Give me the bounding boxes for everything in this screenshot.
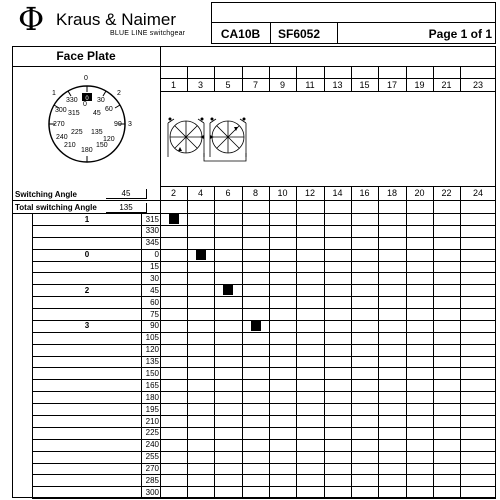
svg-text:0: 0 <box>85 96 89 102</box>
dial-angle: 30 <box>97 97 105 104</box>
terminal-top-label: 13 <box>332 80 343 90</box>
terminal-bottom-label: 22 <box>441 188 452 198</box>
logo-phi-icon: Φ <box>18 0 45 38</box>
brand-logo <box>12 2 212 42</box>
terminal-top-label: 5 <box>225 80 231 90</box>
terminal-top-label: 9 <box>279 80 285 90</box>
dial-number-1: 1 <box>52 90 56 97</box>
dial-angle: 0 <box>83 101 87 108</box>
row-angle: 285 <box>145 475 159 485</box>
terminal-bottom-label: 14 <box>332 188 343 198</box>
row-angle: 195 <box>145 404 159 414</box>
dial-angle: 330 <box>66 97 78 104</box>
contact-closed-mark <box>169 214 179 224</box>
contact-schematic <box>160 91 268 186</box>
dial-angle: 270 <box>53 121 65 128</box>
row-position: 1 <box>84 214 90 224</box>
dial-angle: 315 <box>68 110 80 117</box>
terminal-bottom-label: 8 <box>252 188 258 198</box>
dial-angle: 150 <box>96 142 108 149</box>
row-position: 0 <box>84 250 90 260</box>
terminal-bottom-label: 12 <box>304 188 315 198</box>
row-angle: 330 <box>145 226 159 236</box>
row-angle: 165 <box>145 380 159 390</box>
switching-angle-value-box <box>106 189 147 199</box>
dial-angle: 225 <box>71 129 83 136</box>
row-angle: 0 <box>154 250 159 260</box>
contact-closed-mark <box>223 285 233 295</box>
row-angle: 210 <box>145 416 159 426</box>
terminal-top-label: 11 <box>305 80 315 90</box>
terminal-bottom-label: 2 <box>170 188 176 198</box>
row-angle: 270 <box>145 464 159 473</box>
row-angle: 240 <box>145 440 159 450</box>
row-angle: 90 <box>150 321 159 331</box>
dial-angle: 120 <box>103 136 115 143</box>
brand-name: Kraus & Naimer <box>56 10 176 29</box>
terminal-top-label: 19 <box>414 80 425 90</box>
row-angle: 180 <box>145 392 159 402</box>
dial-number-3: 3 <box>128 121 132 128</box>
terminal-top-label: 15 <box>359 80 370 90</box>
row-angle: 135 <box>145 357 159 367</box>
row-angle: 15 <box>150 262 159 271</box>
dial-angle: 180 <box>81 147 93 154</box>
switching-angle-value: 45 <box>121 189 131 198</box>
terminal-bottom-label: 18 <box>386 188 397 198</box>
terminal-bottom-label: 24 <box>472 188 483 198</box>
terminal-top-label: 23 <box>472 80 483 90</box>
row-position: 3 <box>84 321 90 331</box>
row-angle: 255 <box>145 452 159 462</box>
total-switching-angle-label: Total switching Angle <box>15 203 97 212</box>
model-code: CA10B <box>220 27 261 41</box>
dial-angle: 60 <box>105 106 113 113</box>
dial-number-2: 2 <box>117 90 121 97</box>
row-angle: 300 <box>145 487 159 497</box>
row-angle: 105 <box>145 333 159 343</box>
terminal-bottom-label: 16 <box>359 188 370 198</box>
dial-angle: 45 <box>93 110 101 117</box>
terminal-bottom-label: 10 <box>277 188 288 198</box>
terminal-bottom-label: 4 <box>197 188 203 198</box>
contact-closed-mark <box>251 321 261 331</box>
total-switching-angle-value: 135 <box>119 203 133 212</box>
row-angle: 345 <box>145 238 159 248</box>
dial-angle: 90 <box>114 121 122 128</box>
row-angle: 75 <box>150 309 159 319</box>
dial-angle: 300 <box>55 107 67 114</box>
row-angle: 225 <box>145 428 159 438</box>
dial-angle: 135 <box>91 129 103 136</box>
terminal-top-label: 17 <box>386 80 397 90</box>
terminal-top-label: 7 <box>252 80 258 90</box>
dial-number-0: 0 <box>84 75 88 82</box>
total-switching-angle-value-box <box>106 203 147 213</box>
row-angle: 150 <box>145 368 159 378</box>
face-plate-title: Face Plate <box>56 49 116 63</box>
terminal-top-label: 1 <box>170 80 176 90</box>
contact-closed-mark <box>196 250 206 260</box>
page-indicator: Page 1 of 1 <box>428 27 492 41</box>
terminal-top-label: 21 <box>441 80 452 90</box>
dial-angle: 240 <box>56 134 68 141</box>
row-angle: 315 <box>145 214 159 224</box>
row-angle: 45 <box>150 285 159 295</box>
dial-angle: 210 <box>64 142 76 149</box>
row-angle: 120 <box>145 345 159 355</box>
terminal-bottom-label: 20 <box>414 188 425 198</box>
row-position: 2 <box>84 285 90 295</box>
row-angle: 30 <box>150 273 159 283</box>
part-number: SF6052 <box>278 27 321 41</box>
dial-numbers <box>35 72 139 176</box>
brand-tagline: BLUE LINE switchgear <box>110 30 186 37</box>
switching-angle-label: Switching Angle <box>15 190 77 199</box>
row-angle: 60 <box>150 297 159 307</box>
terminal-bottom-label: 6 <box>225 188 231 198</box>
terminal-top-label: 3 <box>197 80 203 90</box>
